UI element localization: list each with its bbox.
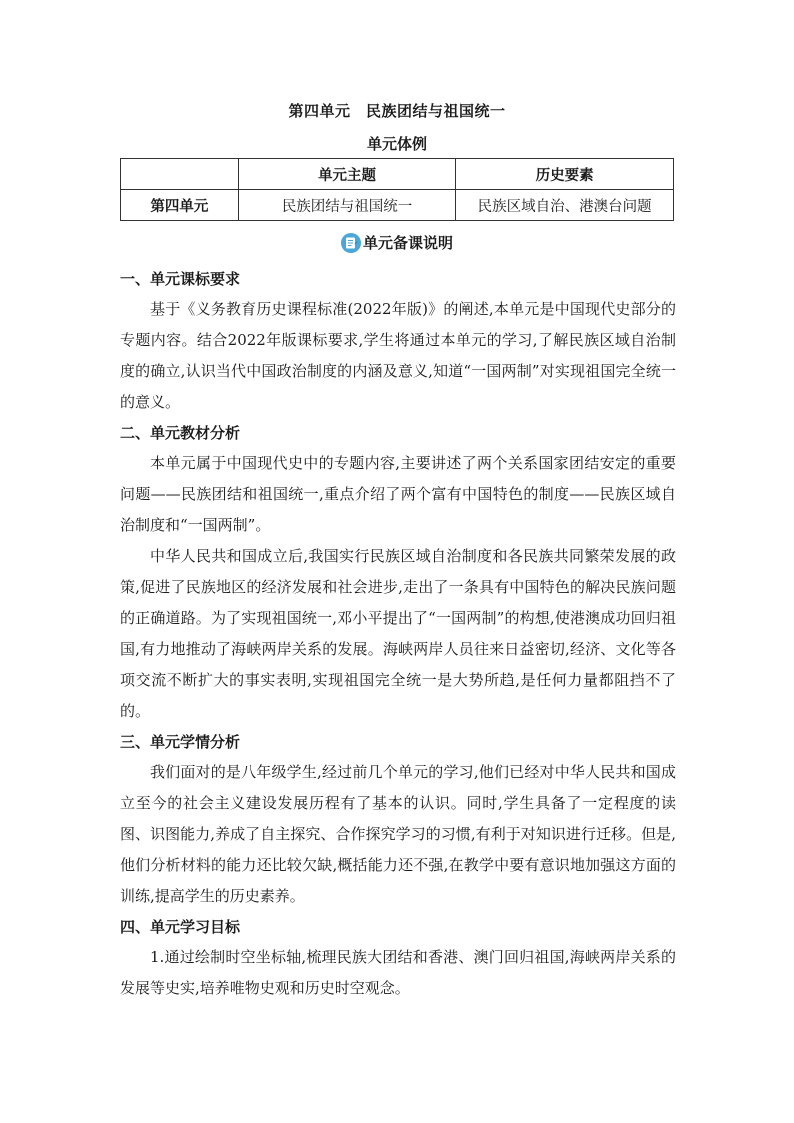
table-cell-theme: 民族团结与祖国统一 [238,190,456,221]
document-body [120,264,676,1004]
table-header-row [121,159,674,190]
notebook-icon [341,233,361,253]
table-header-blank [121,159,239,190]
paragraph: 中华人民共和国成立后,我国实行民族区域自治制度和各民族共同繁荣发展的政策,促进了民族地区的经济发展和社会进步,走出了一条具有中国特色的解决民族问题的正确道路。为了实现祖国统一,邓小平提出了“一国两制”的构想,使港澳成功回归祖国,有力地推动了海峡两岸关系的发展。海峡两岸人员往来日益密切,经济、文化等各项交流不断扩大的事实表明,实现祖国完全统一是大势所趋,是任何力量都阻挡不了的。 [120,547,676,720]
section-heading: 四、单元学习目标 [120,918,241,936]
table-header-theme: 单元主题 [238,159,456,190]
paragraph: 我们面对的是八年级学生,经过前几个单元的学习,他们已经对中华人民共和国成立至今的社会主义建设发展历程有了基本的认识。同时,学生具备了一定程度的读图、识图能力,养成了自主探究、合作探究学习的习惯,有利于对知识进行迁移。但是,他们分析材料的能力还比较欠缺,概括能力还不强,在教学中要有意识地加强这方面的训练,提高学生的历史素养。 [120,763,676,905]
document-title: 第四单元 民族团结与祖国统一 [288,102,506,120]
section-heading: 二、单元教材分析 [120,424,241,442]
section-learner-analysis [120,727,676,912]
table-row [121,190,674,221]
unit-overview-table [120,158,674,221]
paragraph: 1.通过绘制时空坐标轴,梳理民族大团结和香港、澳门回归祖国,海峡两岸关系的发展等史实,培养唯物史观和历史时空观念。 [120,948,676,997]
table-cell-elements: 民族区域自治、港澳台问题 [456,190,674,221]
paragraph: 基于《义务教育历史课程标准(2022年版)》的阐述,本单元是中国现代史部分的专题内容。结合2022年版课标要求,学生将通过本单元的学习,了解民族区域自治制度的确立,认识当代中国政治制度的内涵及意义,知道“一国两制”对实现祖国完全统一的意义。 [120,300,676,411]
unit-prep-heading [0,232,794,257]
unit-prep-label: 单元备课说明 [362,234,453,252]
section-heading: 一、单元课标要求 [120,270,241,288]
table-cell-unit: 第四单元 [121,190,239,221]
section-learning-goals [120,912,676,1004]
table-title: 单元体例 [366,135,427,153]
table-header-elements: 历史要素 [456,159,674,190]
section-heading: 三、单元学情分析 [120,733,241,751]
section-textbook-analysis [120,418,676,727]
section-standards [120,264,676,418]
paragraph: 本单元属于中国现代史中的专题内容,主要讲述了两个关系国家团结安定的重要问题——民族团结和祖国统一,重点介绍了两个富有中国特色的制度——民族区域自治制度和“一国两制”。 [120,454,676,534]
